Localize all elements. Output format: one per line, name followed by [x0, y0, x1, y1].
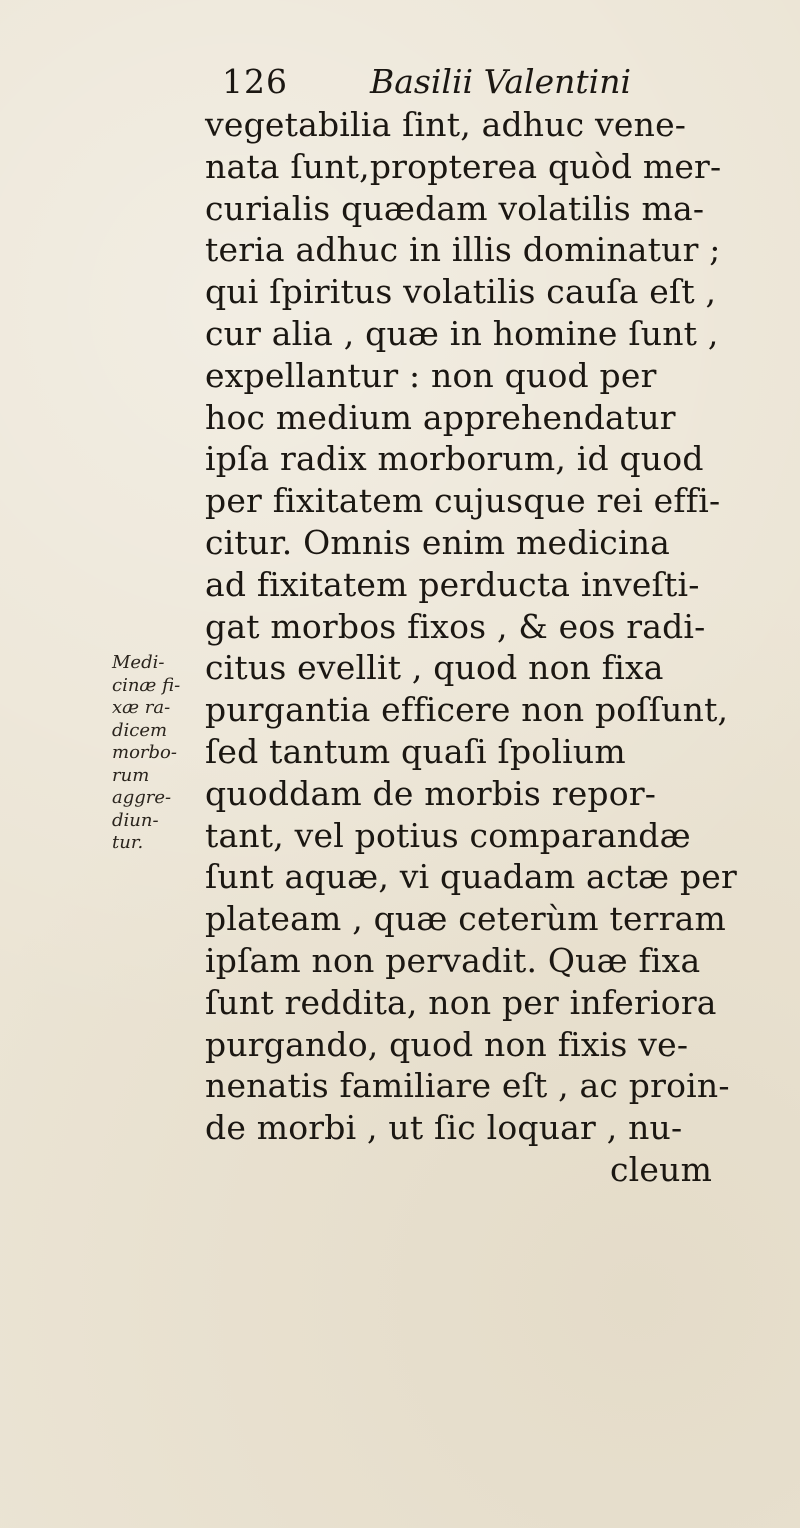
text-line: vegetabilia ſint, adhuc vene- [205, 105, 687, 144]
main-text-block [205, 104, 785, 1191]
text-line: purgando, quod non fixis ve- [205, 1024, 689, 1064]
marginal-note-line: aggre- [112, 787, 172, 808]
text-line: teria adhuc in illis dominatur ; [205, 230, 721, 270]
marginal-note-line: cinæ fi- [112, 674, 181, 696]
catchword: cleum [610, 1149, 713, 1189]
text-line: purgantia efficere non poſſunt, [205, 690, 729, 730]
marginal-note-line: rum [112, 764, 150, 786]
text-line: per fixitatem cujusque rei effi- [205, 481, 721, 521]
marginal-note-line: tur. [112, 832, 144, 853]
text-line: cur alia , quæ in homine ſunt , [205, 313, 719, 353]
text-line: ipſa radix morborum, id quod [205, 439, 704, 479]
text-line: plateam , quæ ceterùm terram [205, 899, 726, 939]
text-line: ſed tantum quaſi ſpolium [205, 731, 626, 771]
text-line: tant, vel potius comparandæ [205, 815, 691, 855]
text-line: gat morbos fixos , & eos radi- [205, 606, 706, 646]
text-line: citur. Omnis enim medicina [205, 522, 671, 562]
text-line: ſunt aquæ, vi quadam actæ per [205, 857, 737, 897]
page-header [222, 62, 782, 106]
marginal-note-line: dicem [112, 719, 168, 741]
marginal-note [112, 652, 204, 855]
marginal-note-line: xæ ra- [112, 697, 171, 718]
text-line: ſunt reddita, non per inferiora [205, 982, 717, 1022]
text-line: hoc medium apprehendatur [205, 397, 676, 437]
text-line: nata ſunt,propterea quòd mer- [205, 146, 722, 186]
text-line: citus evellit , quod non fixa [205, 648, 664, 688]
text-line: curialis quædam volatilis ma- [205, 188, 705, 228]
text-line: expellantur : non quod per [205, 355, 657, 395]
text-line: ipſam non pervadit. Quæ fixa [205, 940, 701, 980]
page-number: 126 [222, 62, 288, 101]
running-head: Basilii Valentini [370, 62, 632, 101]
marginal-note-line: diun- [112, 809, 159, 831]
text-line: ad fixitatem perducta inveſti- [205, 564, 700, 604]
text-line: qui ſpiritus volatilis cauſa eſt , [205, 272, 717, 312]
text-line: quoddam de morbis repor- [205, 773, 657, 813]
text-line: de morbi , ut ſic loquar , nu- [205, 1108, 683, 1148]
text-line: nenatis familiare eſt , ac proin- [205, 1066, 730, 1106]
marginal-note-line: Medi- [112, 652, 165, 673]
marginal-note-line: morbo- [112, 742, 177, 763]
